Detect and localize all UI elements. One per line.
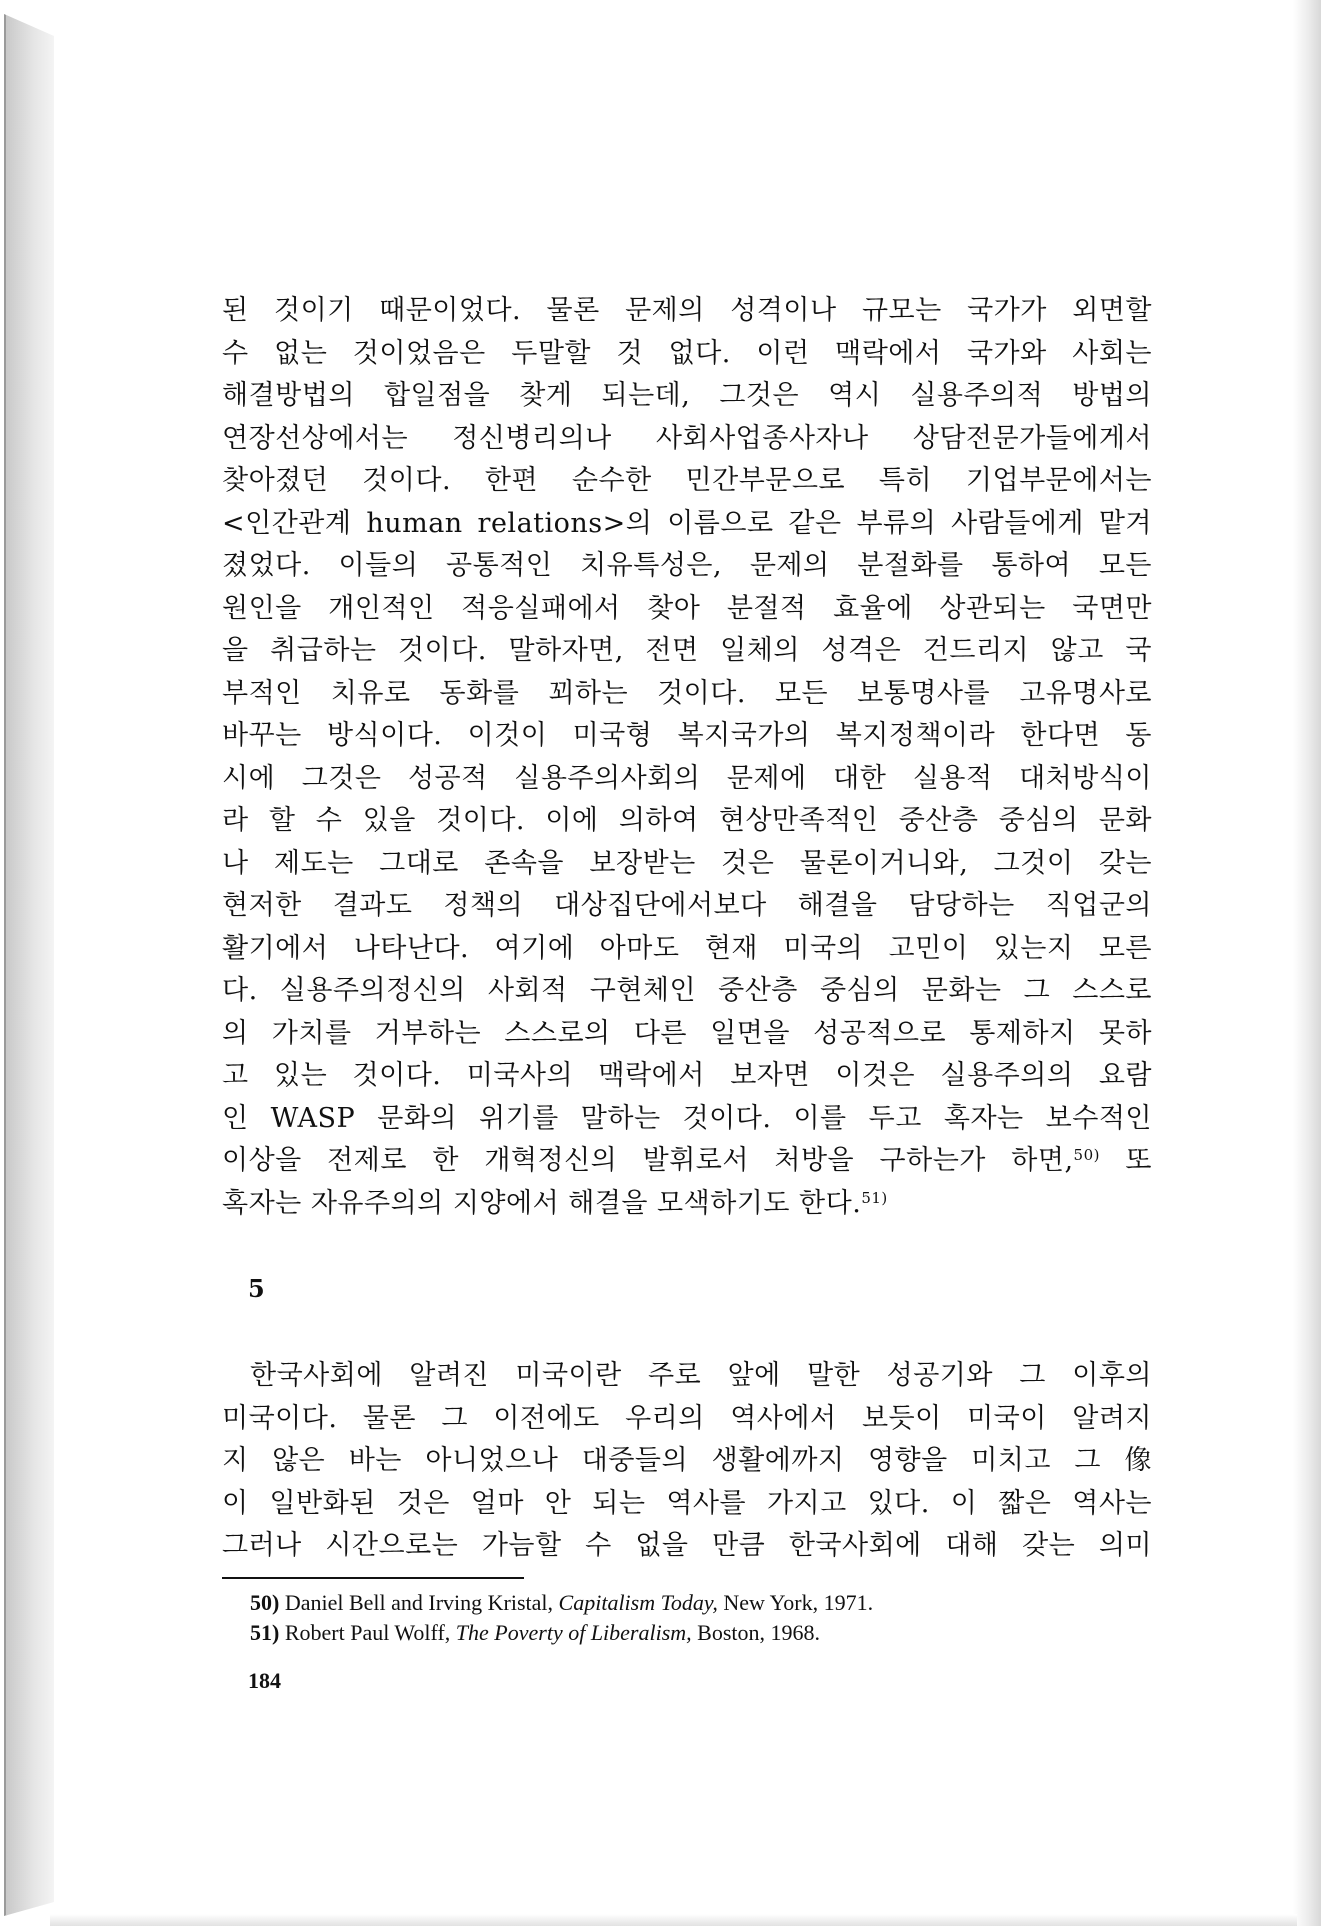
second-paragraph bbox=[222, 1355, 1152, 1568]
footnote-publication: New York, 1971. bbox=[723, 1590, 874, 1615]
footnote-title: The Poverty of Liberalism, bbox=[455, 1620, 692, 1645]
text-line: 졌었다. 이들의 공통적인 치유특성은, 문제의 분절화를 통하여 모든 bbox=[222, 550, 1152, 581]
text-line: 미국이다. 물론 그 이전에도 우리의 역사에서 보듯이 미국이 알려지 bbox=[222, 1402, 1152, 1434]
footnote-ref[interactable]: 50) bbox=[1073, 1146, 1100, 1164]
text-line: 다. 실용주의정신의 사회적 구현체인 중산층 중심의 문화는 그 스스로 bbox=[222, 975, 1152, 1006]
text-line: 활기에서 나타난다. 여기에 아마도 현재 미국의 고민이 있는지 모른 bbox=[222, 932, 1152, 964]
text-line: 수 없는 것이었음은 두말할 것 없다. 이런 맥락에서 국가와 사회는 bbox=[222, 337, 1152, 369]
footnote-author: Robert Paul Wolff, bbox=[284, 1620, 451, 1645]
text-line: 지 않은 바는 아니었으나 대중들의 생활에까지 영향을 미치고 그 像 bbox=[222, 1445, 1152, 1476]
footnote-author: Daniel Bell and Irving Kristal, bbox=[284, 1590, 554, 1615]
text-line: 혹자는 자유주의의 지양에서 해결을 모색하기도 한다.$^{51)}$ bbox=[222, 1187, 888, 1219]
footnote-divider bbox=[222, 1577, 524, 1579]
page-bottom-edge bbox=[50, 1914, 1297, 1926]
text-line: 원인을 개인적인 적응실패에서 찾아 분절적 효율에 상관되는 국면만 bbox=[222, 592, 1152, 624]
footnote-item bbox=[250, 1618, 873, 1648]
text-line: 인 WASP 문화의 위기를 말하는 것이다. 이를 두고 혹자는 보수적인 bbox=[222, 1102, 1152, 1134]
text-line: 의 가치를 거부하는 스스로의 다른 일면을 성공적으로 통제하지 못하 bbox=[222, 1017, 1152, 1049]
page-number: 184 bbox=[248, 1668, 281, 1693]
footnote-ref[interactable]: 51) bbox=[861, 1188, 888, 1207]
text-line: 라 할 수 있을 것이다. 이에 의하여 현상만족적인 중산층 중심의 문화 bbox=[222, 805, 1152, 836]
footnote-publication: Boston, 1968. bbox=[697, 1620, 821, 1645]
text-line: 찾아졌던 것이다. 한편 순수한 민간부문으로 특히 기업부문에서는 bbox=[222, 465, 1152, 496]
text-line: 이상을 전제로 한 개혁정신의 발휘로서 처방을 구하는가 하면,$^{50)}$ 또 bbox=[222, 1145, 1152, 1176]
footnotes bbox=[250, 1588, 873, 1648]
text-line: 한국사회에 알려진 미국이란 주로 앞에 말한 성공기와 그 이후의 bbox=[250, 1360, 1152, 1391]
text-line: 나 제도는 그대로 존속을 보장받는 것은 물론이거니와, 그것이 갖는 bbox=[222, 847, 1152, 879]
footnote-title: Capitalism Today, bbox=[558, 1590, 718, 1615]
text-line: 해결방법의 합일점을 찾게 되는데, 그것은 역시 실용주의적 방법의 bbox=[222, 380, 1152, 411]
text-line: 고 있는 것이다. 미국사의 맥락에서 보자면 이것은 실용주의의 요람 bbox=[222, 1060, 1152, 1091]
text-line: 그러나 시간으로는 가늠할 수 없을 만큼 한국사회에 대해 갖는 의미 bbox=[222, 1530, 1152, 1561]
text-line: 바꾸는 방식이다. 이것이 미국형 복지국가의 복지정책이라 한다면 동 bbox=[222, 720, 1152, 751]
text-line: <인간관계 human relations>의 이름으로 같은 부류의 사람들에게 맡겨 bbox=[222, 507, 1152, 539]
text-line: 을 취급하는 것이다. 말하자면, 전면 일체의 성격은 건드리지 않고 국 bbox=[222, 635, 1152, 666]
text-line: 이 일반화된 것은 얼마 안 되는 역사를 가지고 있다. 이 짧은 역사는 bbox=[222, 1487, 1152, 1519]
page-edge-shadow bbox=[1293, 0, 1321, 1926]
text-line: 연장선상에서는 정신병리의나 사회사업종사자나 상담전문가들에게서 bbox=[222, 422, 1152, 454]
text-line: 시에 그것은 성공적 실용주의사회의 문제에 대한 실용적 대처방식이 bbox=[222, 762, 1152, 794]
footnote-number: 50) bbox=[250, 1590, 280, 1615]
body-paragraph bbox=[222, 290, 1152, 1225]
line-tail: 또 bbox=[1100, 1145, 1152, 1176]
book-spine bbox=[4, 14, 54, 1916]
footnote-number: 51) bbox=[250, 1620, 280, 1645]
text-line: 부적인 치유로 동화를 꾀하는 것이다. 모든 보통명사를 고유명사로 bbox=[222, 677, 1152, 709]
text-line: 현저한 결과도 정책의 대상집단에서보다 해결을 담당하는 직업군의 bbox=[222, 890, 1152, 921]
text-line: 된 것이기 때문이었다. 물론 문제의 성격이나 규모는 국가가 외면할 bbox=[222, 295, 1152, 326]
footnote-item bbox=[250, 1588, 873, 1618]
section-number: 5 bbox=[248, 1274, 265, 1303]
